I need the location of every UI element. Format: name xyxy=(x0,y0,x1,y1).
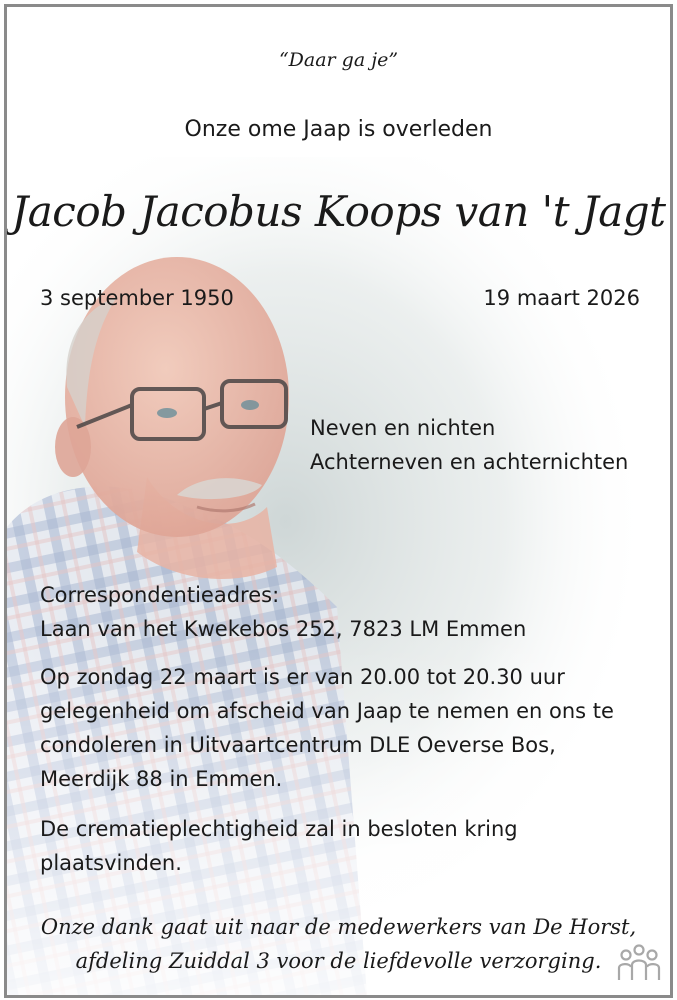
intro-text: Onze ome Jaap is overleden xyxy=(184,117,493,142)
obituary-frame xyxy=(4,4,673,998)
mourner-line: Achterneven en achternichten xyxy=(310,450,629,474)
farewell-line: Meerdijk 88 in Emmen. xyxy=(40,767,283,791)
deceased-name: Jacob Jacobus Koops van 't Jagt xyxy=(11,187,666,236)
correspondence-label: Correspondentieadres: xyxy=(40,583,280,607)
family-logo-icon xyxy=(616,943,662,983)
farewell-line: Op zondag 22 maart is er van 20.00 tot 20.30 uur xyxy=(40,665,565,689)
thanks-line: Onze dank gaat uit naar de medewerkers van De Horst, xyxy=(40,915,637,939)
correspondence-address: Laan van het Kwekebos 252, 7823 LM Emmen xyxy=(40,617,527,641)
motto: “Daar ga je” xyxy=(278,49,399,71)
farewell-line: gelegenheid om afscheid van Jaap te nemen en ons te xyxy=(40,699,614,723)
farewell-line: condoleren in Uitvaartcentrum DLE Oeverse Bos, xyxy=(40,733,556,757)
birth-date: 3 september 1950 xyxy=(40,286,234,310)
ceremony-line: De crematieplechtigheid zal in besloten kring xyxy=(40,817,518,841)
mourner-line: Neven en nichten xyxy=(310,416,496,440)
ceremony-line: plaatsvinden. xyxy=(40,851,182,875)
death-date: 19 maart 2026 xyxy=(483,286,640,310)
thanks-line: afdeling Zuiddal 3 voor de liefdevolle verzorging. xyxy=(75,949,602,973)
portrait-photo xyxy=(7,7,670,995)
